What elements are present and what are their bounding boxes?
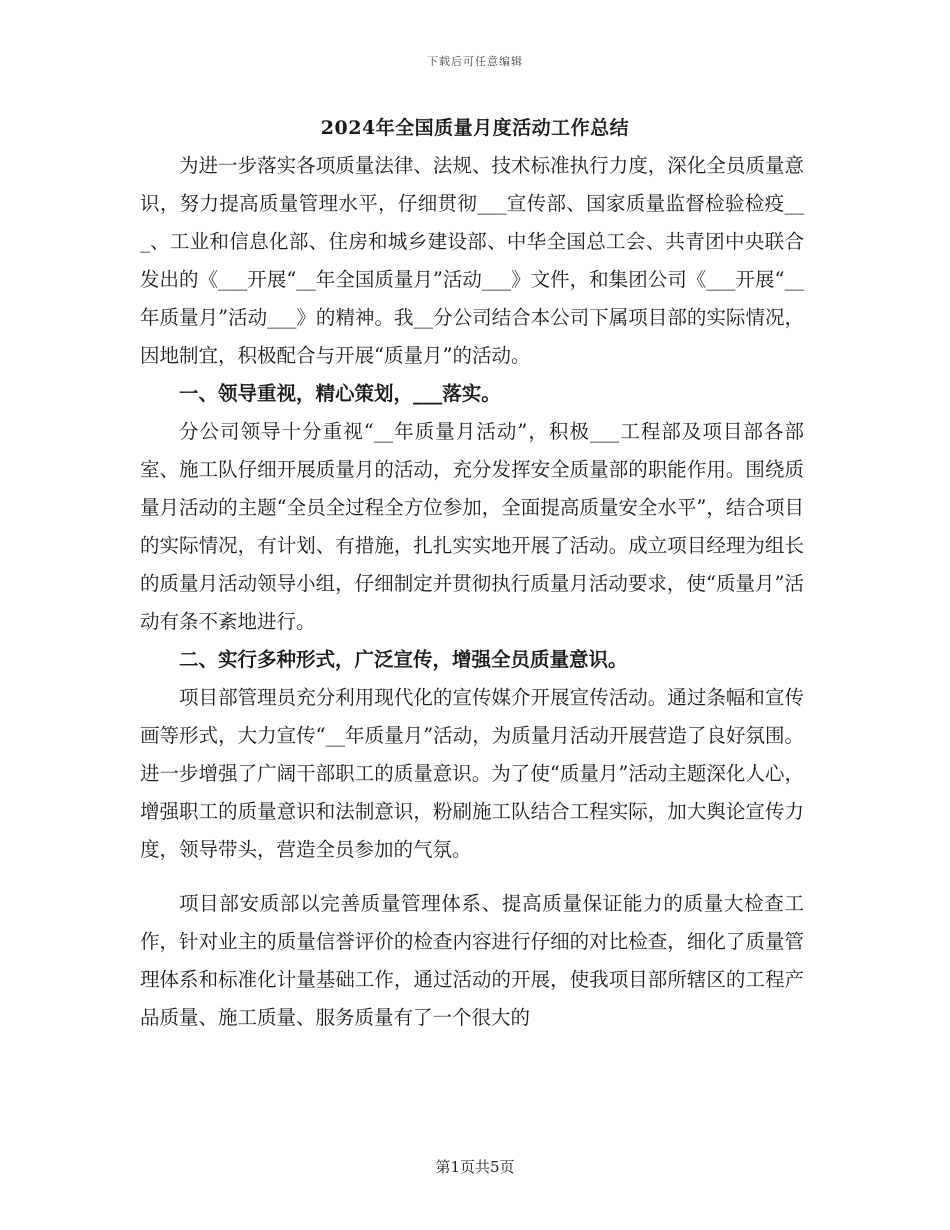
paragraph-intro: 为进一步落实各项质量法律、法规、技术标准执行力度，深化全员质量意识，努力提高质量管理水平，仔细贯彻___宣传部、国家质量监督检验检疫___、工业和信息化部、住房和城乡建设部、中华全国总工会、共青团中央联合发出的《___开展“__年全国质量月”活动___》文件，和集团公司《___开展“__年质量月”活动___》的精神。我__分公司结合本公司下属项目部的实际情况，因地制宜，积极配合与开展“质量月”的活动。 xyxy=(140,154,804,367)
paragraph-section-2b: 项目部安质部以完善质量管理体系、提高质量保证能力的质量大检查工作，针对业主的质量信誉评价的检查内容进行仔细的对比检查，细化了质量管理体系和标准化计量基础工作，通过活动的开展，使我项目部所辖区的工程产品质量、施工质量、服务质量有了一个很大的 xyxy=(140,892,804,1029)
paragraph-section-1: 分公司领导十分重视“__年质量月活动”，积极___工程部及项目部各部室、施工队仔细开展质量月的活动，充分发挥安全质量部的职能作用。围绕质量月活动的主题“全员全过程全方位参加，全面提高质量安全水平”，结合项目的实际情况，有计划、有措施，扎扎实实地开展了活动。成立项目经理为组长的质量月活动领导小组，仔细制定并贯彻执行质量月活动要求，使“质量月”活动有条不紊地进行。 xyxy=(140,420,804,633)
section-heading-1: 一、领导重视，精心策划，___落实。 xyxy=(179,382,501,405)
section-heading-2: 二、实行多种形式，广泛宣传，增强全员质量意识。 xyxy=(179,648,628,671)
header-note: 下载后可任意编辑 xyxy=(427,55,523,68)
document-title: 2024年全国质量月度活动工作总结 xyxy=(320,117,630,139)
paragraph-section-2a: 项目部管理员充分利用现代化的宣传媒介开展宣传活动。通过条幅和宣传画等形式，大力宣传“__年质量月”活动，为质量月活动开展营造了良好氛围。进一步增强了广阔干部职工的质量意识。为了使“质量月”活动主题深化人心，增强职工的质量意识和法制意识，粉刷施工队结合工程实际，加大舆论宣传力度，领导带头，营造全员参加的气氛。 xyxy=(140,686,804,861)
page-footer: 第1页共5页 xyxy=(435,1158,515,1176)
document-body xyxy=(140,147,804,1037)
